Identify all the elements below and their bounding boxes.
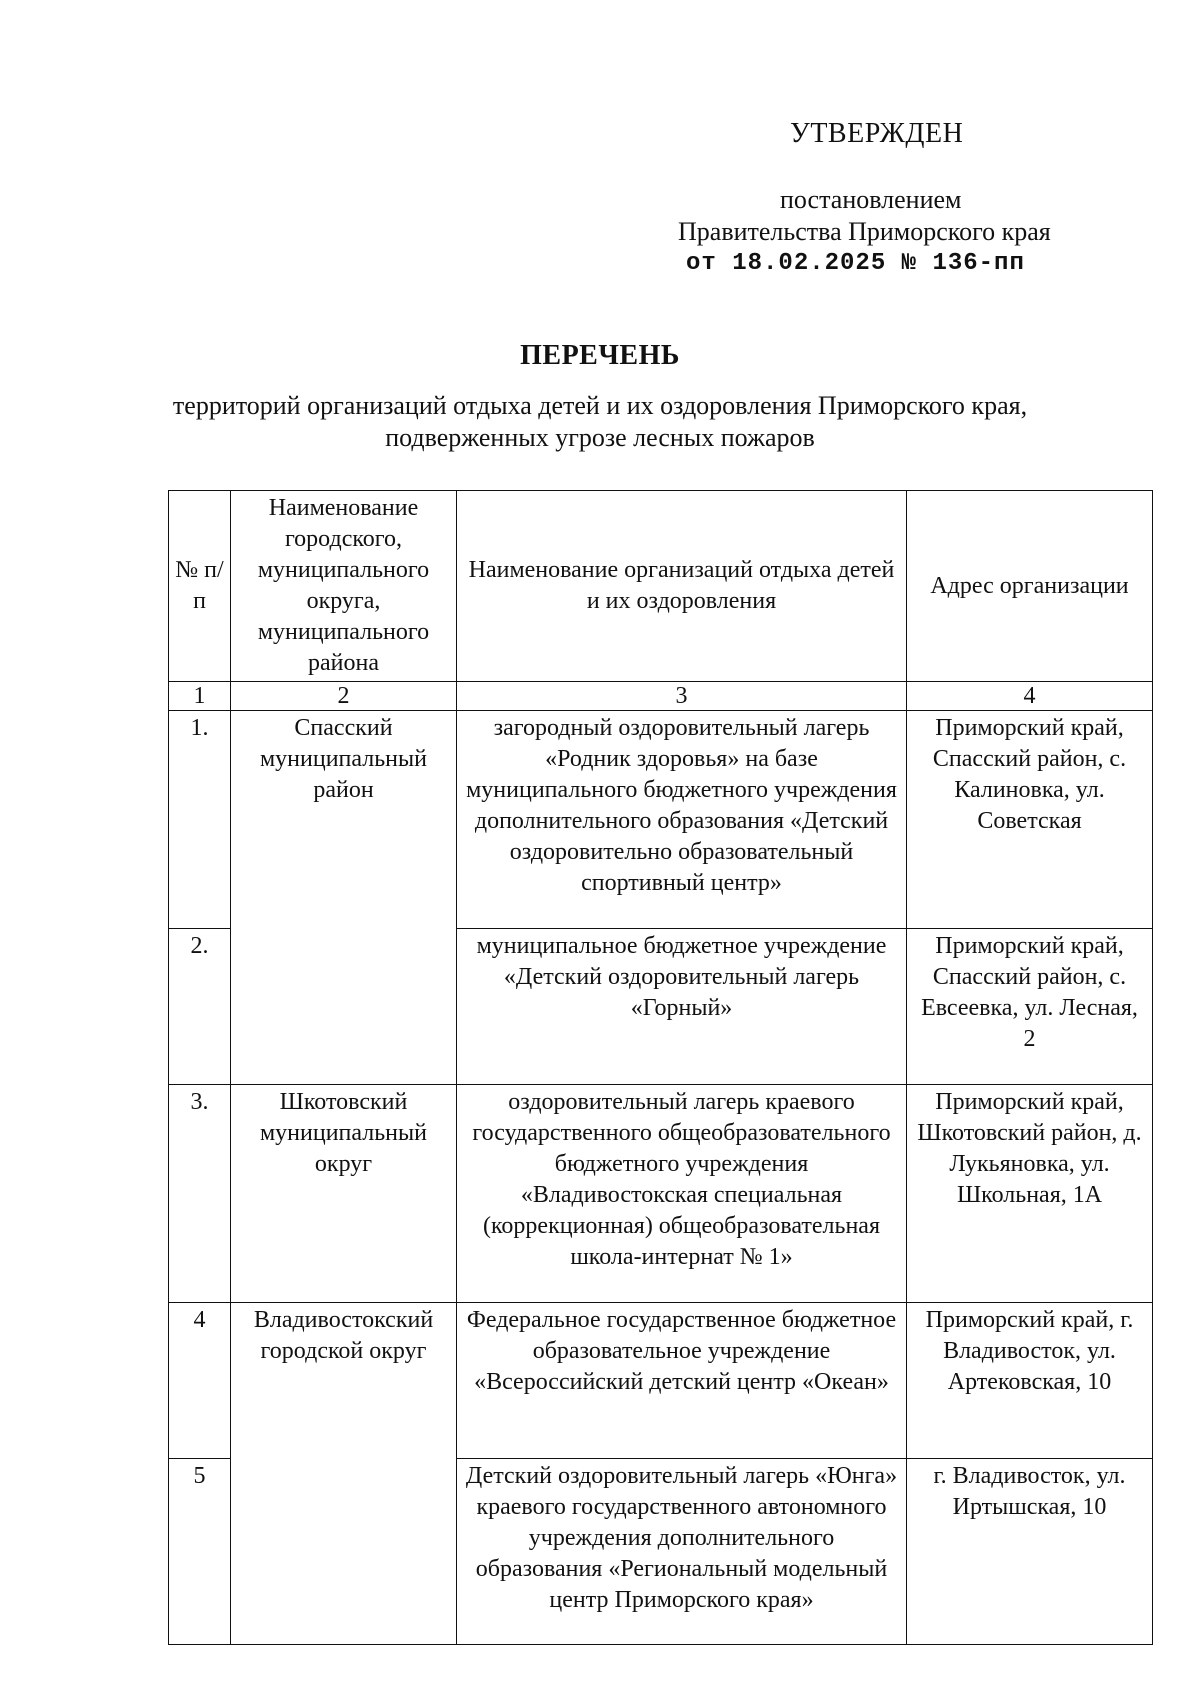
column-number: 1 (169, 682, 231, 711)
district-cell: Спасский муниципальный район (231, 711, 457, 1085)
approval-title: УТВЕРЖДЕН (790, 118, 964, 149)
organization-cell: Федеральное государственное бюджетное образовательное учреждение «Всероссийский детский центр «Океан» (457, 1303, 907, 1459)
row-number: 3. (169, 1085, 231, 1303)
header-address: Адрес организации (907, 491, 1153, 682)
header-number: № п/п (169, 491, 231, 682)
row-number: 5 (169, 1459, 231, 1645)
document-subtitle-line-1: территорий организаций отдыха детей и их оздоровления Приморского края, (172, 391, 1028, 420)
table-row (169, 1303, 1153, 1459)
table-row (169, 1085, 1153, 1303)
header-organization: Наименование организаций отдыха детей и их оздоровления (457, 491, 907, 682)
table-row (169, 711, 1153, 929)
column-number: 3 (457, 682, 907, 711)
document-title: ПЕРЕЧЕНЬ (520, 340, 680, 371)
organization-cell: загородный оздоровительный лагерь «Родник здоровья» на базе муниципального бюджетного учреждения дополнительного образования «Детский оздоровительно образовательный спортивный центр» (457, 711, 907, 929)
address-cell: Приморский край, г. Владивосток, ул. Артековская, 10 (907, 1303, 1153, 1459)
organizations-table (168, 490, 1153, 1645)
address-cell: Приморский край, Спасский район, с. Калиновка, ул. Советская (907, 711, 1153, 929)
address-cell: г. Владивосток, ул. Иртышская, 10 (907, 1459, 1153, 1645)
address-cell: Приморский край, Спасский район, с. Евсеевка, ул. Лесная, 2 (907, 929, 1153, 1085)
row-number: 2. (169, 929, 231, 1085)
column-number: 4 (907, 682, 1153, 711)
row-number: 4 (169, 1303, 231, 1459)
approval-line-date-number: от 18.02.2025 № 136-пп (686, 250, 1025, 277)
organization-cell: Детский оздоровительный лагерь «Юнга» краевого государственного автономного учреждения дополнительного образования «Региональный модельный центр Приморского края» (457, 1459, 907, 1645)
address-cell: Приморский край, Шкотовский район, д. Лукьяновка, ул. Школьная, 1А (907, 1085, 1153, 1303)
column-number-row (169, 682, 1153, 711)
header-district: Наименование городского, муниципального округа, муниципального района (231, 491, 457, 682)
column-number: 2 (231, 682, 457, 711)
table-header-row (169, 491, 1153, 682)
organization-cell: муниципальное бюджетное учреждение «Детский оздоровительный лагерь «Горный» (457, 929, 907, 1085)
organization-cell: оздоровительный лагерь краевого государственного общеобразовательного бюджетного учреждения «Владивостокская специальная (коррекционная) общеобразовательная школа-интернат № 1» (457, 1085, 907, 1303)
approval-line-resolution: постановлением (780, 185, 962, 214)
district-cell: Шкотовский муниципальный округ (231, 1085, 457, 1303)
district-cell: Владивостокский городской округ (231, 1303, 457, 1645)
approval-line-government: Правительства Приморского края (678, 217, 1051, 246)
row-number: 1. (169, 711, 231, 929)
document-subtitle-line-2: подверженных угрозе лесных пожаров (385, 423, 815, 452)
document-subtitle (140, 390, 1060, 454)
